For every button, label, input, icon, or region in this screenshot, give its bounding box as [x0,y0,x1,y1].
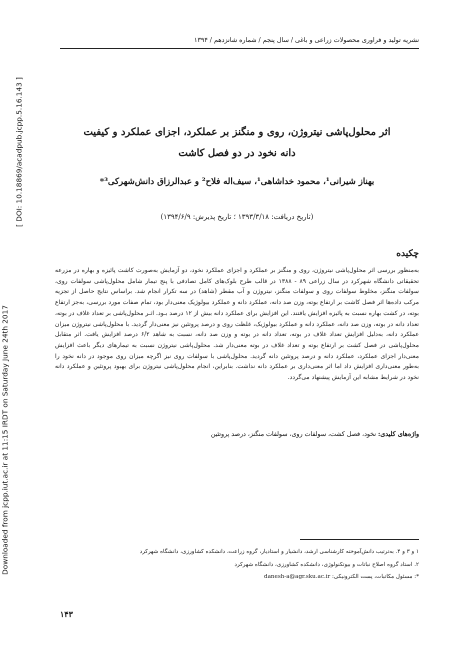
abstract-body: به‌منظور بررسی اثر محلول‌پاشی نیتروژن، روی و منگنز بر عملکرد و اجزای عملکرد نخود، دو آزمایش به‌صورت کاشت پائیزه و بهاره در مزرعه تحقیقاتی دانشگاه شهرکرد در سال زراعی ۸۹ - ۱۳۸۸ در قالب طرح بلوک‌های کامل تصادفی با پنج تیمار شامل محلول‌پاشی سولفات روی، سولفات منگنز، مخلوط سولفات روی و سولفات منگنز، نیتروژن و آب مقطر (شاهد) در سه تکرار انجام شد. براساس نتایج حاصل از تجزیه مرکب داده‌ها اثر فصل کاشت بر ارتفاع بوته، وزن صد دانه، عملکرد دانه و عملکرد بیولوژیک معنی‌دار بود، تمام صفات مورد بررسی، به‌جز ارتفاع بوته، در کشت بهاره نسبت به پائیزه افزایش یافتند. این افزایش برای عملکرد دانه بیش از ۱۲ درصد بـود. اثـر محلول‌پاشی بر تعداد غلاف در بوته، تعداد دانه در بوته، وزن صد دانه، عملکرد دانه و عملکرد بیولوژیک، غلظت روی و درصد پروتئین نیز معنی‌دار گردید. با محلول‌پاشی نیتروژن میزان عملکرد دانه، به‌دلیل افزایش تعداد غلاف در بوته، تعداد دانه در بوته و وزن صد دانه، نسبت به شاهد ۶/۲ درصد افزایش یافت. اثر متقابل محلول‌پاشی در فصل کشت بر ارتفاع بوته و تعداد غلاف در بوته معنی‌دار شد. محلول‌پاشی نیتروژن نسبت به تیمارهای دیگر باعث افزایش معنی‌دار اجزای عملکرد، عملکرد دانه و درصد پروتئین دانه گردید. محلول‌پاشی با سولفات روی نیز اگرچه میزان روی موجود در دانه نخود را به‌طور معنی‌داری افزایش داد اما اثر معنی‌داری بر عملکرد دانه نداشت. بنابراین، انجام محلول‌پاشی نیتروژن برای بهبود پروتئین و عملکرد دانه نخود در شرایط مشابه این آزمایش پیشنهاد می‌گردد. [55,267,420,382]
author-list: بهناز شیرانی¹، محمود خداشاهی¹، سیف‌اله فلاح² و عبدالرزاق دانش‌شهرکی³* [99,177,375,187]
footnote-divider [300,539,419,540]
footnote-affiliation-2: ۲. استاد گروه اصلاح نباتات و بیوتکنولوژی، دانشکده کشاورزی، دانشگاه شهرکرد [234,561,419,568]
running-head: نشریه تولید و فراوری محصولات زراعی و باغی / سال پنجم / شماره شانزدهم / ۱۳۹۴ [194,36,419,44]
header-divider [60,48,419,49]
download-notice: Downloaded from jcpp.iut.ac.ir at 11:15 IRDT on Saturday June 24th 2017 [0,305,10,575]
received-accepted-dates: (تاریخ دریافت: ۱۳۹۳/۳/۱۸ ؛ تاریخ پذیرش: ۱۳۹۴/۶/۹) [160,213,314,221]
footnote-affiliation-1: ۱ و ۳ و ۴. به‌ترتیب دانش‌آموخته کارشناسی ارشد، دانشیار و استادیار، گروه زراعت، دانشکده کشاورزی، دانشگاه شهرکرد [139,549,419,555]
keywords-label: واژه‌های کلیدی: [377,431,419,438]
abstract-heading: چکیده [396,249,419,259]
page-number: ۱۴۳ [60,609,73,619]
keywords-list: نخود، فصل کشت، سولفات روی، سولفات منگنز، درصد پروتئین [210,431,376,438]
footnote-corresponding-author[interactable]: *: مسئول مکاتبات، پست الکترونیکی: danesh-a@agr.sku.ac.ir [264,574,419,580]
title-line-2: دانه نخود در دو فصل کاشت [178,148,296,159]
side-download-stamp [0,270,10,610]
keywords [55,431,419,438]
article-title [70,122,404,164]
title-line-1: اثر محلول‌پاشی نیتروژن، روی و منگنز بر عملکرد، اجزای عملکرد و کیفیت [83,127,391,138]
side-doi-stamp [14,37,24,267]
doi-text[interactable]: [ DOI: 10.18869/acadpub.jcpp.5.16.143 ] [14,77,24,227]
footnotes [60,546,419,584]
